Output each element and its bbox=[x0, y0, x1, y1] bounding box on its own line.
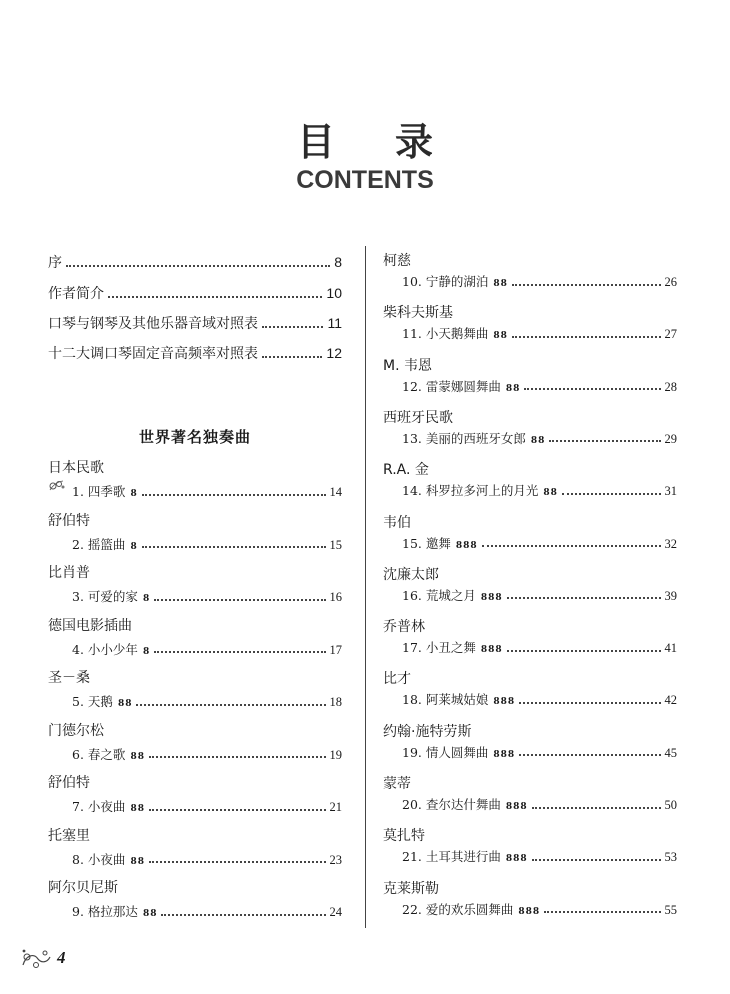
piece-title: 爱的欢乐圆舞曲 bbox=[425, 901, 514, 917]
piece-title: 情人圆舞曲 bbox=[425, 744, 489, 760]
difficulty-level: 8 bbox=[142, 594, 151, 604]
piece-page: 27 bbox=[664, 327, 677, 342]
piece-label bbox=[402, 638, 503, 656]
piece-entry bbox=[72, 797, 342, 815]
piece-entry bbox=[402, 481, 677, 499]
piece-label bbox=[72, 797, 145, 815]
composer-name: 沈廉太郎 bbox=[383, 566, 439, 583]
piece-label bbox=[72, 587, 150, 605]
dot-leader bbox=[149, 808, 326, 811]
piece-entry bbox=[402, 324, 677, 342]
composer-name: 约翰·施特劳斯 bbox=[383, 723, 472, 740]
piece-title: 阿莱城姑娘 bbox=[425, 692, 489, 708]
dot-leader bbox=[142, 545, 326, 548]
page-title: 目录 bbox=[296, 120, 493, 164]
piece-label bbox=[72, 640, 150, 658]
dot-leader bbox=[149, 755, 326, 758]
piece-page: 31 bbox=[664, 484, 677, 499]
piece-title: 小夜曲 bbox=[87, 799, 126, 814]
piece-label bbox=[72, 902, 157, 920]
piece-entry bbox=[402, 638, 677, 656]
toc-entry-page: 10 bbox=[326, 285, 342, 301]
piece-entry bbox=[72, 850, 342, 868]
dot-leader bbox=[262, 355, 322, 358]
difficulty-level: 888 bbox=[493, 697, 516, 708]
piece-title: 春之歌 bbox=[87, 746, 126, 762]
dot-leader bbox=[524, 387, 660, 390]
piece-label bbox=[402, 690, 515, 708]
page-subtitle: CONTENTS bbox=[296, 166, 434, 194]
piece-page: 17 bbox=[329, 642, 342, 657]
dot-leader bbox=[136, 703, 325, 706]
dot-leader bbox=[161, 913, 325, 916]
dot-leader bbox=[66, 264, 330, 267]
piece-page: 53 bbox=[664, 850, 677, 865]
piece-number: 7. bbox=[72, 799, 84, 814]
piece-title: 宁静的湖泊 bbox=[425, 274, 489, 289]
piece-entry bbox=[402, 534, 677, 552]
dot-leader bbox=[512, 335, 661, 338]
composer-name: 德国电影插曲 bbox=[48, 617, 132, 634]
composer-name: 西班牙民歌 bbox=[383, 409, 453, 426]
toc-entry-label: 口琴与钢琴及其他乐器音域对照表 bbox=[48, 316, 258, 332]
piece-title: 四季歌 bbox=[87, 484, 126, 499]
piece-title: 小丑之舞 bbox=[425, 640, 476, 656]
composer-name: 乔普林 bbox=[383, 619, 425, 636]
difficulty-level: 8 bbox=[130, 489, 138, 499]
dot-leader bbox=[532, 858, 661, 861]
composer-name: M. 韦恩 bbox=[383, 357, 432, 374]
piece-number: 18. bbox=[402, 692, 422, 708]
piece-label bbox=[72, 482, 138, 500]
piece-entry bbox=[72, 640, 342, 658]
piece-label bbox=[402, 534, 478, 552]
piece-label bbox=[72, 745, 145, 763]
piece-title: 美丽的西班牙女郎 bbox=[425, 430, 526, 446]
dot-leader bbox=[519, 753, 660, 756]
dot-leader bbox=[544, 910, 660, 913]
piece-entry bbox=[402, 795, 677, 813]
piece-label bbox=[72, 535, 138, 553]
toc-entry bbox=[48, 313, 342, 333]
column-divider bbox=[365, 246, 366, 928]
difficulty-level: 88 bbox=[505, 383, 521, 394]
piece-title: 格拉那达 bbox=[87, 904, 138, 919]
piece-title: 土耳其进行曲 bbox=[425, 849, 501, 865]
piece-label bbox=[402, 795, 528, 813]
piece-label bbox=[402, 900, 540, 918]
piece-label bbox=[402, 429, 545, 447]
piece-entry bbox=[402, 429, 677, 447]
piece-page: 26 bbox=[664, 275, 677, 289]
dot-leader bbox=[262, 325, 323, 328]
piece-entry bbox=[402, 900, 677, 918]
piece-number: 8. bbox=[72, 851, 84, 867]
toc-entry-label: 作者简介 bbox=[48, 286, 104, 302]
piece-number: 12. bbox=[402, 378, 422, 394]
piece-page: 42 bbox=[664, 693, 677, 708]
piece-entry bbox=[402, 377, 677, 395]
dot-leader bbox=[149, 860, 326, 863]
piece-number: 10. bbox=[402, 274, 422, 289]
piece-title: 邀舞 bbox=[425, 535, 451, 551]
difficulty-level: 88 bbox=[493, 331, 508, 342]
dot-leader bbox=[482, 544, 661, 547]
toc-entry-label: 序 bbox=[48, 255, 62, 271]
piece-title: 荒城之月 bbox=[425, 587, 476, 603]
piece-label bbox=[402, 377, 520, 395]
piece-page: 24 bbox=[329, 905, 342, 919]
toc-entry-page: 12 bbox=[326, 345, 342, 361]
piece-page: 41 bbox=[664, 641, 677, 656]
page-number: 4 bbox=[57, 948, 66, 967]
piece-number: 14. bbox=[402, 483, 422, 499]
piece-entry bbox=[402, 847, 677, 865]
piece-page: 50 bbox=[664, 798, 677, 812]
piece-page: 28 bbox=[664, 379, 677, 394]
difficulty-level: 888 bbox=[480, 645, 503, 656]
composer-name: 门德尔松 bbox=[48, 722, 104, 739]
difficulty-level: 888 bbox=[493, 749, 516, 760]
difficulty-level: 88 bbox=[142, 909, 158, 919]
piece-page: 29 bbox=[664, 431, 677, 446]
piece-number: 11. bbox=[402, 326, 422, 342]
piece-number: 6. bbox=[72, 746, 84, 762]
piece-title: 科罗拉多河上的月光 bbox=[425, 483, 539, 499]
piece-page: 21 bbox=[329, 800, 342, 814]
toc-entry bbox=[48, 252, 342, 272]
dot-leader bbox=[549, 439, 660, 442]
piece-entry bbox=[402, 586, 677, 604]
difficulty-level: 88 bbox=[130, 856, 145, 867]
difficulty-level: 88 bbox=[530, 435, 546, 446]
piece-title: 小天鹅舞曲 bbox=[425, 326, 489, 342]
flower-ornament-icon bbox=[48, 478, 66, 492]
composer-name: 柴科夫斯基 bbox=[383, 305, 453, 322]
piece-entry bbox=[72, 692, 342, 710]
composer-name: 圣－桑 bbox=[48, 670, 90, 686]
dot-leader bbox=[562, 492, 661, 495]
composer-name: 柯慈 bbox=[383, 253, 411, 269]
dot-leader bbox=[512, 283, 661, 286]
piece-page: 15 bbox=[329, 537, 342, 552]
page-folio bbox=[20, 944, 66, 972]
composer-name: R.A. 金 bbox=[383, 462, 429, 479]
difficulty-level: 88 bbox=[117, 699, 133, 709]
composer-name: 比才 bbox=[383, 671, 411, 688]
dot-leader bbox=[154, 650, 325, 653]
piece-number: 3. bbox=[72, 589, 84, 604]
composer-name: 克莱斯勒 bbox=[383, 880, 439, 897]
piece-number: 20. bbox=[402, 797, 422, 812]
piece-page: 23 bbox=[329, 852, 342, 867]
composer-name: 比肖普 bbox=[48, 565, 90, 581]
piece-page: 16 bbox=[329, 590, 342, 604]
difficulty-level: 888 bbox=[505, 802, 528, 812]
toc-entry bbox=[48, 343, 342, 363]
difficulty-level: 88 bbox=[543, 488, 558, 499]
piece-number: 13. bbox=[402, 430, 422, 446]
composer-name: 蒙蒂 bbox=[383, 776, 411, 792]
dot-leader bbox=[519, 701, 660, 704]
piece-title: 摇篮曲 bbox=[87, 536, 126, 552]
difficulty-level: 8 bbox=[130, 541, 138, 552]
piece-entry bbox=[402, 743, 677, 761]
toc-entry-label: 十二大调口琴固定音高频率对照表 bbox=[48, 346, 258, 362]
piece-number: 15. bbox=[402, 535, 422, 551]
piece-entry bbox=[72, 535, 342, 553]
piece-page: 45 bbox=[664, 745, 677, 760]
piece-entry bbox=[72, 482, 342, 500]
difficulty-level: 88 bbox=[130, 804, 145, 814]
piece-label bbox=[402, 324, 508, 342]
toc-entry bbox=[48, 283, 342, 303]
difficulty-level: 888 bbox=[455, 540, 478, 551]
composer-name: 托塞里 bbox=[48, 827, 90, 844]
section-title: 世界著名独奏曲 bbox=[138, 428, 251, 446]
piece-number: 16. bbox=[402, 587, 422, 603]
piece-number: 9. bbox=[72, 904, 84, 919]
piece-title: 小小少年 bbox=[87, 641, 138, 657]
difficulty-level: 88 bbox=[493, 279, 508, 289]
piece-label bbox=[402, 586, 503, 604]
piece-number: 19. bbox=[402, 744, 422, 760]
piece-label bbox=[402, 272, 508, 290]
composer-name: 舒伯特 bbox=[48, 775, 90, 791]
vine-ornament-icon bbox=[20, 945, 54, 971]
piece-page: 39 bbox=[664, 588, 677, 603]
difficulty-level: 888 bbox=[518, 906, 541, 917]
piece-title: 天鹅 bbox=[87, 694, 113, 709]
piece-page: 55 bbox=[664, 902, 677, 917]
piece-entry bbox=[402, 272, 677, 290]
piece-page: 32 bbox=[664, 536, 677, 551]
composer-name: 舒伯特 bbox=[48, 512, 90, 529]
difficulty-level: 8 bbox=[142, 646, 151, 657]
difficulty-level: 88 bbox=[130, 751, 145, 762]
piece-entry bbox=[72, 745, 342, 763]
piece-number: 5. bbox=[72, 694, 84, 709]
dot-leader bbox=[154, 598, 325, 601]
piece-number: 22. bbox=[402, 901, 422, 917]
dot-leader bbox=[532, 806, 661, 809]
piece-number: 2. bbox=[72, 536, 84, 552]
composer-name: 莫扎特 bbox=[383, 828, 425, 845]
piece-label bbox=[72, 850, 145, 868]
piece-entry bbox=[72, 902, 342, 920]
piece-label bbox=[402, 743, 515, 761]
dot-leader bbox=[108, 295, 322, 298]
difficulty-level: 888 bbox=[505, 854, 528, 865]
piece-label bbox=[402, 481, 558, 499]
piece-title: 小夜曲 bbox=[87, 851, 126, 867]
piece-number: 21. bbox=[402, 849, 422, 865]
piece-title: 雷蒙娜圆舞曲 bbox=[425, 378, 501, 394]
piece-number: 1. bbox=[72, 484, 84, 499]
toc-entry-page: 11 bbox=[327, 315, 342, 331]
piece-page: 19 bbox=[329, 747, 342, 762]
piece-entry bbox=[402, 690, 677, 708]
piece-page: 18 bbox=[329, 695, 342, 709]
composer-name: 阿尔贝尼斯 bbox=[48, 880, 118, 896]
piece-title: 查尔达什舞曲 bbox=[425, 797, 501, 812]
composer-name: 韦伯 bbox=[383, 514, 411, 531]
difficulty-level: 888 bbox=[480, 592, 503, 603]
piece-entry bbox=[72, 587, 342, 605]
piece-label bbox=[402, 847, 528, 865]
dot-leader bbox=[142, 493, 326, 496]
dot-leader bbox=[507, 649, 661, 652]
piece-number: 4. bbox=[72, 641, 84, 657]
piece-title: 可爱的家 bbox=[87, 589, 138, 604]
dot-leader bbox=[507, 596, 661, 599]
piece-number: 17. bbox=[402, 640, 422, 656]
piece-page: 14 bbox=[329, 485, 342, 499]
composer-name: 日本民歌 bbox=[48, 460, 104, 476]
piece-label bbox=[72, 692, 132, 710]
toc-entry-page: 8 bbox=[334, 254, 342, 270]
